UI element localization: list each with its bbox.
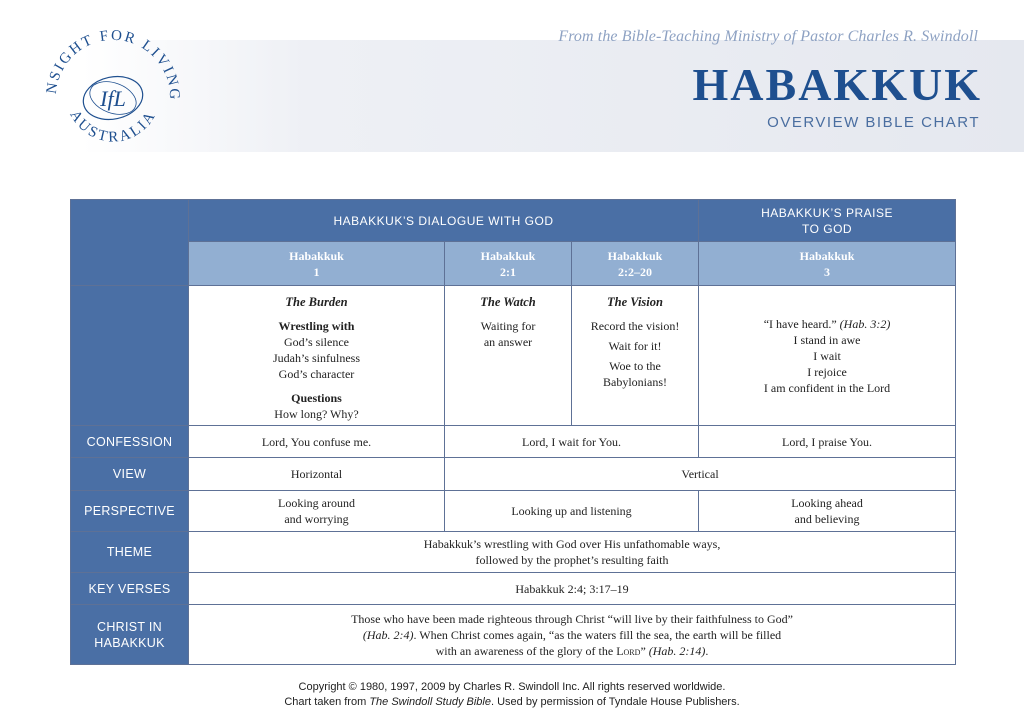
row-christ-in-habakkuk xyxy=(71,605,956,665)
perspective-cell xyxy=(189,491,445,532)
wrestling-item: God’s silence xyxy=(284,335,349,349)
subheader-ref: 1 xyxy=(313,264,320,279)
christ-text: ” xyxy=(640,643,649,658)
subheader-ref: 2:2–20 xyxy=(618,264,653,279)
praise-quote-ref: (Hab. 3:2) xyxy=(839,317,891,331)
subheader-ref: 3 xyxy=(824,264,831,279)
copyright-line xyxy=(0,695,1024,710)
corner-cell xyxy=(71,200,189,286)
perspective-line: and worrying xyxy=(284,512,349,526)
copyright-text: . Used by permission of Tyndale House Publishers. xyxy=(491,696,740,708)
vision-title: The Vision xyxy=(607,295,663,309)
christ-ref: (Hab. 2:4) xyxy=(362,627,414,642)
christ-label-line: HABAKKUK xyxy=(94,635,165,650)
praise-quote: “I have heard.” xyxy=(763,317,837,331)
confession-cell: Lord, I wait for You. xyxy=(445,426,699,458)
perspective-line: Looking ahead xyxy=(791,496,863,510)
column-header-dialogue: HABAKKUK’S DIALOGUE WITH GOD xyxy=(189,200,699,242)
copyright-text: Chart taken from xyxy=(284,696,370,708)
vision-line: Record the vision! xyxy=(590,319,680,333)
christ-label-line: CHRIST IN xyxy=(97,619,162,634)
content-row-label xyxy=(71,286,189,426)
christ-text: . When Christ comes again, “as the waters fill the sea, the earth will be filled xyxy=(413,627,782,642)
vision-line: Wait for it! xyxy=(608,339,662,353)
section-vision xyxy=(572,286,699,426)
subheader-ref: 2:1 xyxy=(500,264,516,279)
row-label-christ xyxy=(71,605,189,665)
christ-line: Those who have been made righteous through Christ “will live by their faithfulness to God” xyxy=(351,611,793,626)
row-label-view: VIEW xyxy=(71,458,189,491)
perspective-cell xyxy=(699,491,956,532)
ministry-tagline: From the Bible-Teaching Ministry of Pastor Charles R. Swindoll xyxy=(558,28,978,45)
logo-seal-icon xyxy=(38,22,188,172)
copyright-book: The Swindoll Study Bible xyxy=(369,696,491,708)
christ-cell xyxy=(189,605,956,665)
confession-cell: Lord, You confuse me. xyxy=(189,426,445,458)
subheader-hab-3 xyxy=(699,242,956,286)
praise-line: I am confident in the Lord xyxy=(763,381,891,395)
insight-for-living-logo xyxy=(38,22,188,172)
chart-content-row xyxy=(71,286,956,426)
section-praise xyxy=(699,286,956,426)
praise-header-line2: TO GOD xyxy=(801,221,853,236)
overview-chart-table xyxy=(70,199,956,665)
questions-heading: Questions xyxy=(291,391,342,405)
row-label-key-verses: KEY VERSES xyxy=(71,573,189,605)
subheader-book: Habakkuk xyxy=(799,248,855,263)
praise-line: I stand in awe xyxy=(793,333,861,347)
copyright-notice xyxy=(0,680,1024,710)
logo-monogram: IfL xyxy=(100,86,126,111)
copyright-line: Copyright © 1980, 1997, 2009 by Charles R. Swindoll Inc. All rights reserved worldwide. xyxy=(298,681,726,693)
logo-ring-text-bottom: AUSTRALIA xyxy=(66,107,160,146)
vision-line: Babylonians! xyxy=(603,375,668,389)
subheader-hab-2-1 xyxy=(445,242,572,286)
row-label-confession: CONFESSION xyxy=(71,426,189,458)
perspective-line: and believing xyxy=(794,512,860,526)
vision-line: Woe to the xyxy=(609,359,661,373)
section-burden xyxy=(189,286,445,426)
theme-line: followed by the prophet’s resulting faith xyxy=(475,553,669,567)
page-title: HABAKKUK xyxy=(692,59,982,110)
watch-line: Waiting for xyxy=(480,319,536,333)
theme-line: Habakkuk’s wrestling with God over His unfathomable ways, xyxy=(423,537,721,551)
row-key-verses xyxy=(71,573,956,605)
christ-text: with an awareness of the glory of the xyxy=(435,643,617,658)
subheader-hab-1 xyxy=(189,242,445,286)
burden-title: The Burden xyxy=(285,295,348,309)
row-confession xyxy=(71,426,956,458)
christ-line xyxy=(195,627,949,643)
praise-line: I wait xyxy=(813,349,841,363)
row-label-perspective: PERSPECTIVE xyxy=(71,491,189,532)
christ-text: . xyxy=(705,643,709,658)
christ-line xyxy=(195,643,949,659)
subheader-book: Habakkuk xyxy=(607,248,663,263)
praise-line: I rejoice xyxy=(807,365,847,379)
wrestling-heading: Wrestling with xyxy=(278,319,355,333)
watch-title: The Watch xyxy=(480,295,536,309)
section-watch xyxy=(445,286,572,426)
praise-quote-line xyxy=(705,316,949,332)
chart-subheader-row xyxy=(71,242,956,286)
page-subtitle: OVERVIEW BIBLE CHART xyxy=(767,114,980,131)
subheader-book: Habakkuk xyxy=(480,248,536,263)
confession-cell: Lord, I praise You. xyxy=(699,426,956,458)
questions-text: How long? Why? xyxy=(274,407,359,421)
perspective-cell: Looking up and listening xyxy=(445,491,699,532)
subheader-hab-2-2-20 xyxy=(572,242,699,286)
theme-cell xyxy=(189,532,956,573)
logo-ring-text-top: NSIGHT FOR LIVING xyxy=(43,27,183,102)
wrestling-item: Judah’s sinfulness xyxy=(273,351,360,365)
praise-header-line1: HABAKKUK’S PRAISE xyxy=(761,205,893,220)
row-view xyxy=(71,458,956,491)
watch-line: an answer xyxy=(483,335,533,349)
christ-ref: (Hab. 2:14) xyxy=(648,643,706,658)
subheader-book: Habakkuk xyxy=(289,248,344,263)
view-cell: Horizontal xyxy=(189,458,445,491)
row-theme xyxy=(71,532,956,573)
chart-header-row xyxy=(71,200,956,242)
christ-lord: Lord xyxy=(616,643,641,658)
row-perspective xyxy=(71,491,956,532)
column-header-praise xyxy=(699,200,956,242)
row-label-theme: THEME xyxy=(71,532,189,573)
view-cell: Vertical xyxy=(445,458,956,491)
perspective-line: Looking around xyxy=(278,496,355,510)
key-verses-cell: Habakkuk 2:4; 3:17–19 xyxy=(189,573,956,605)
wrestling-item: God’s character xyxy=(278,367,355,381)
